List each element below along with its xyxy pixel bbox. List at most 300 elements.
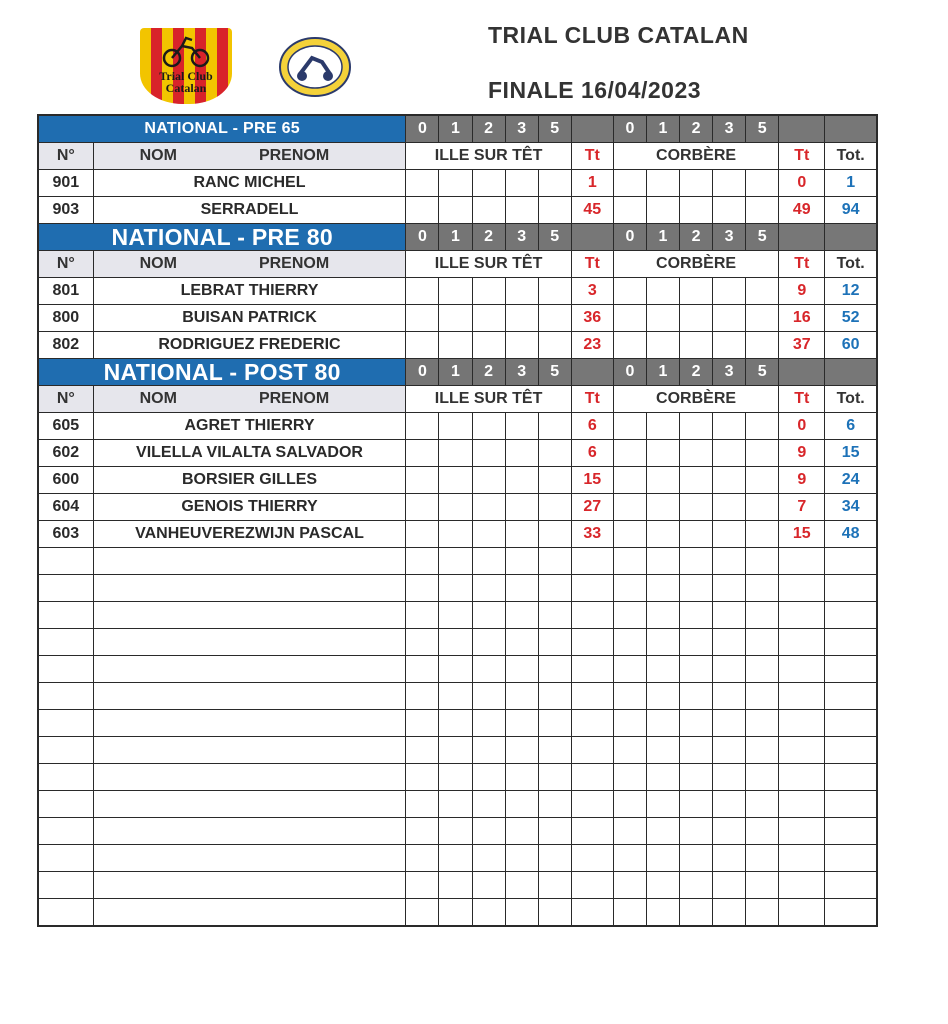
empty-cell	[472, 683, 505, 710]
empty-cell	[538, 845, 571, 872]
tt1-value: 3	[571, 278, 613, 305]
empty-cell	[646, 737, 679, 764]
score-cell	[505, 305, 538, 332]
empty-cell	[538, 629, 571, 656]
rider-name: LEBRAT THIERRY	[93, 278, 406, 305]
category-band	[38, 224, 877, 251]
empty-row	[38, 818, 877, 845]
score-cell	[746, 467, 779, 494]
rider-row	[38, 170, 877, 197]
empty-row	[38, 791, 877, 818]
empty-cell	[680, 737, 713, 764]
venue1-header: ILLE SUR TÊT	[406, 143, 571, 170]
col-no-header: N°	[38, 143, 93, 170]
score-cell	[505, 467, 538, 494]
score-cell	[713, 467, 746, 494]
empty-cell	[713, 710, 746, 737]
col-name-header	[93, 251, 406, 278]
empty-row	[38, 845, 877, 872]
rider-row	[38, 494, 877, 521]
total-value: 48	[825, 521, 877, 548]
empty-row	[38, 602, 877, 629]
score-cell	[713, 413, 746, 440]
empty-cell	[613, 575, 646, 602]
col-prenom-label: PRENOM	[258, 147, 330, 164]
band-spacer	[779, 359, 825, 386]
empty-cell	[746, 602, 779, 629]
score-cell	[406, 467, 439, 494]
score-digit-header: 0	[406, 115, 439, 143]
empty-cell	[538, 548, 571, 575]
rider-name: RANC MICHEL	[93, 170, 406, 197]
score-cell	[680, 305, 713, 332]
club-logo-text: Trial Club Catalan	[159, 69, 213, 95]
score-cell	[746, 170, 779, 197]
empty-cell	[538, 575, 571, 602]
score-digit-header: 2	[680, 224, 713, 251]
rider-name: VILELLA VILALTA SALVADOR	[93, 440, 406, 467]
empty-cell	[825, 710, 877, 737]
tt1-value: 27	[571, 494, 613, 521]
empty-cell	[538, 872, 571, 899]
rider-number: 901	[38, 170, 93, 197]
tt2-value: 9	[779, 440, 825, 467]
empty-cell	[538, 899, 571, 927]
score-cell	[713, 332, 746, 359]
score-cell	[538, 332, 571, 359]
total-value: 34	[825, 494, 877, 521]
total-header: Tot.	[825, 143, 877, 170]
empty-cell	[505, 818, 538, 845]
score-cell	[538, 413, 571, 440]
federation-logo	[278, 36, 352, 98]
empty-cell	[538, 602, 571, 629]
band-spacer	[571, 115, 613, 143]
empty-cell	[746, 872, 779, 899]
empty-cell	[746, 656, 779, 683]
empty-cell	[746, 737, 779, 764]
empty-cell	[505, 845, 538, 872]
empty-cell	[38, 602, 93, 629]
tt2-header: Tt	[779, 143, 825, 170]
score-digit-header: 1	[646, 359, 679, 386]
total-value: 24	[825, 467, 877, 494]
page-title: TRIAL CLUB CATALAN	[488, 22, 749, 48]
score-cell	[472, 521, 505, 548]
empty-cell	[680, 872, 713, 899]
empty-cell	[38, 575, 93, 602]
tt2-value: 16	[779, 305, 825, 332]
empty-cell	[439, 791, 472, 818]
empty-cell	[472, 872, 505, 899]
empty-cell	[472, 791, 505, 818]
score-cell	[538, 467, 571, 494]
score-cell	[406, 494, 439, 521]
score-cell	[439, 440, 472, 467]
empty-cell	[571, 818, 613, 845]
empty-row	[38, 737, 877, 764]
score-cell	[646, 278, 679, 305]
score-cell	[613, 467, 646, 494]
rider-row	[38, 413, 877, 440]
rider-row	[38, 197, 877, 224]
score-digit-header: 1	[646, 224, 679, 251]
empty-cell	[779, 818, 825, 845]
score-cell	[472, 440, 505, 467]
score-digit-header: 3	[713, 115, 746, 143]
score-cell	[538, 521, 571, 548]
empty-cell	[439, 602, 472, 629]
score-cell	[439, 170, 472, 197]
empty-cell	[472, 602, 505, 629]
empty-cell	[93, 845, 406, 872]
empty-cell	[613, 548, 646, 575]
empty-cell	[439, 818, 472, 845]
empty-cell	[472, 845, 505, 872]
score-cell	[680, 467, 713, 494]
empty-cell	[746, 899, 779, 927]
score-cell	[613, 278, 646, 305]
empty-row	[38, 629, 877, 656]
empty-cell	[746, 791, 779, 818]
empty-cell	[505, 710, 538, 737]
empty-cell	[538, 791, 571, 818]
empty-cell	[680, 656, 713, 683]
score-digit-header: 3	[505, 359, 538, 386]
tt1-value: 6	[571, 440, 613, 467]
empty-cell	[779, 548, 825, 575]
score-cell	[505, 494, 538, 521]
score-digit-header: 1	[439, 115, 472, 143]
empty-cell	[505, 548, 538, 575]
band-spacer	[825, 115, 877, 143]
empty-cell	[571, 683, 613, 710]
empty-cell	[93, 602, 406, 629]
empty-cell	[38, 683, 93, 710]
empty-cell	[538, 656, 571, 683]
empty-cell	[779, 575, 825, 602]
score-cell	[538, 305, 571, 332]
category-title: NATIONAL - PRE 65	[38, 115, 406, 143]
rider-row	[38, 278, 877, 305]
empty-cell	[713, 575, 746, 602]
column-header-row	[38, 251, 877, 278]
band-spacer	[779, 224, 825, 251]
empty-cell	[646, 791, 679, 818]
tt2-value: 37	[779, 332, 825, 359]
score-cell	[646, 197, 679, 224]
score-cell	[439, 467, 472, 494]
score-digit-header: 5	[746, 115, 779, 143]
rider-row	[38, 467, 877, 494]
score-cell	[472, 305, 505, 332]
empty-cell	[406, 899, 439, 927]
score-cell	[406, 413, 439, 440]
empty-cell	[439, 899, 472, 927]
empty-cell	[406, 737, 439, 764]
rider-number: 602	[38, 440, 93, 467]
empty-cell	[825, 575, 877, 602]
score-digit-header: 0	[613, 224, 646, 251]
empty-cell	[571, 791, 613, 818]
empty-row	[38, 764, 877, 791]
empty-cell	[825, 602, 877, 629]
score-cell	[646, 494, 679, 521]
empty-cell	[439, 575, 472, 602]
rider-number: 605	[38, 413, 93, 440]
score-digit-header: 5	[538, 115, 571, 143]
empty-cell	[825, 872, 877, 899]
empty-cell	[680, 764, 713, 791]
empty-cell	[439, 764, 472, 791]
empty-cell	[613, 872, 646, 899]
band-spacer	[825, 224, 877, 251]
empty-row	[38, 548, 877, 575]
empty-cell	[406, 845, 439, 872]
empty-cell	[406, 710, 439, 737]
venue1-header: ILLE SUR TÊT	[406, 386, 571, 413]
empty-cell	[680, 818, 713, 845]
score-cell	[613, 197, 646, 224]
col-prenom-label: PRENOM	[258, 255, 330, 272]
score-cell	[746, 494, 779, 521]
score-cell	[505, 332, 538, 359]
empty-cell	[571, 602, 613, 629]
empty-cell	[571, 548, 613, 575]
col-nom-label: NOM	[139, 255, 177, 272]
score-digit-header: 0	[406, 224, 439, 251]
empty-cell	[746, 575, 779, 602]
rider-name: SERRADELL	[93, 197, 406, 224]
empty-cell	[439, 872, 472, 899]
empty-cell	[571, 710, 613, 737]
score-cell	[538, 494, 571, 521]
empty-cell	[505, 602, 538, 629]
empty-cell	[38, 737, 93, 764]
empty-cell	[646, 656, 679, 683]
score-cell	[439, 332, 472, 359]
col-prenom-label: PRENOM	[258, 390, 330, 407]
empty-cell	[680, 791, 713, 818]
empty-cell	[825, 818, 877, 845]
empty-cell	[406, 575, 439, 602]
empty-row	[38, 872, 877, 899]
score-cell	[746, 197, 779, 224]
rider-number: 800	[38, 305, 93, 332]
score-digit-header: 1	[439, 359, 472, 386]
total-value: 6	[825, 413, 877, 440]
empty-cell	[779, 629, 825, 656]
score-digit-header: 1	[646, 115, 679, 143]
rider-number: 600	[38, 467, 93, 494]
empty-cell	[406, 872, 439, 899]
score-cell	[406, 332, 439, 359]
rider-name: VANHEUVEREZWIJN PASCAL	[93, 521, 406, 548]
score-cell	[505, 521, 538, 548]
score-cell	[713, 440, 746, 467]
empty-cell	[713, 791, 746, 818]
empty-cell	[825, 548, 877, 575]
empty-cell	[538, 737, 571, 764]
score-digit-header: 2	[472, 115, 505, 143]
rider-row	[38, 332, 877, 359]
empty-cell	[505, 683, 538, 710]
empty-cell	[746, 710, 779, 737]
empty-cell	[505, 629, 538, 656]
score-cell	[613, 440, 646, 467]
empty-row	[38, 710, 877, 737]
empty-cell	[713, 899, 746, 927]
empty-cell	[93, 575, 406, 602]
score-cell	[680, 332, 713, 359]
empty-cell	[406, 791, 439, 818]
empty-cell	[746, 764, 779, 791]
empty-cell	[825, 683, 877, 710]
empty-cell	[571, 845, 613, 872]
empty-cell	[613, 791, 646, 818]
empty-cell	[680, 899, 713, 927]
empty-cell	[472, 710, 505, 737]
empty-cell	[646, 548, 679, 575]
category-band	[38, 359, 877, 386]
empty-cell	[713, 602, 746, 629]
empty-cell	[713, 629, 746, 656]
empty-cell	[746, 548, 779, 575]
score-cell	[472, 332, 505, 359]
empty-cell	[680, 602, 713, 629]
empty-cell	[538, 683, 571, 710]
empty-cell	[505, 791, 538, 818]
score-cell	[646, 305, 679, 332]
score-cell	[613, 332, 646, 359]
empty-cell	[613, 899, 646, 927]
score-cell	[472, 494, 505, 521]
col-nom-label: NOM	[139, 147, 177, 164]
empty-cell	[613, 737, 646, 764]
empty-cell	[779, 872, 825, 899]
col-name-header	[93, 143, 406, 170]
empty-cell	[613, 683, 646, 710]
score-cell	[505, 440, 538, 467]
empty-row	[38, 575, 877, 602]
rider-name: GENOIS THIERRY	[93, 494, 406, 521]
empty-cell	[538, 764, 571, 791]
tt1-header: Tt	[571, 143, 613, 170]
score-digit-header: 1	[439, 224, 472, 251]
score-cell	[613, 305, 646, 332]
event-date: FINALE 16/04/2023	[488, 77, 702, 103]
empty-cell	[472, 818, 505, 845]
empty-cell	[713, 818, 746, 845]
empty-cell	[746, 683, 779, 710]
empty-cell	[680, 683, 713, 710]
empty-cell	[93, 737, 406, 764]
score-cell	[713, 305, 746, 332]
empty-cell	[93, 656, 406, 683]
empty-cell	[746, 818, 779, 845]
rider-number: 903	[38, 197, 93, 224]
empty-cell	[439, 683, 472, 710]
empty-cell	[38, 629, 93, 656]
rider-number: 603	[38, 521, 93, 548]
col-no-header: N°	[38, 386, 93, 413]
empty-cell	[779, 683, 825, 710]
empty-cell	[646, 845, 679, 872]
empty-cell	[406, 764, 439, 791]
empty-cell	[38, 548, 93, 575]
empty-cell	[439, 629, 472, 656]
empty-cell	[93, 629, 406, 656]
empty-cell	[38, 764, 93, 791]
tt1-header: Tt	[571, 386, 613, 413]
total-value: 60	[825, 332, 877, 359]
tt2-value: 9	[779, 278, 825, 305]
empty-cell	[646, 629, 679, 656]
category-title: NATIONAL - POST 80	[38, 359, 406, 386]
empty-cell	[472, 737, 505, 764]
empty-cell	[746, 845, 779, 872]
col-name-header	[93, 386, 406, 413]
empty-cell	[439, 737, 472, 764]
empty-cell	[38, 899, 93, 927]
empty-cell	[406, 548, 439, 575]
band-spacer	[779, 115, 825, 143]
empty-cell	[571, 899, 613, 927]
rider-number: 604	[38, 494, 93, 521]
score-cell	[746, 278, 779, 305]
empty-cell	[779, 602, 825, 629]
empty-cell	[505, 737, 538, 764]
score-cell	[680, 413, 713, 440]
col-nom-label: NOM	[139, 390, 177, 407]
empty-cell	[538, 710, 571, 737]
empty-cell	[646, 899, 679, 927]
score-digit-header: 5	[746, 224, 779, 251]
empty-cell	[505, 899, 538, 927]
empty-cell	[93, 548, 406, 575]
score-cell	[680, 494, 713, 521]
tt1-value: 45	[571, 197, 613, 224]
empty-cell	[713, 764, 746, 791]
motorbike-icon	[162, 34, 210, 68]
empty-cell	[38, 845, 93, 872]
empty-cell	[713, 683, 746, 710]
empty-cell	[406, 602, 439, 629]
empty-cell	[439, 845, 472, 872]
tt1-value: 1	[571, 170, 613, 197]
venue1-header: ILLE SUR TÊT	[406, 251, 571, 278]
score-digit-header: 0	[613, 115, 646, 143]
tt1-value: 23	[571, 332, 613, 359]
score-cell	[613, 494, 646, 521]
total-header: Tot.	[825, 251, 877, 278]
empty-cell	[613, 656, 646, 683]
empty-cell	[571, 764, 613, 791]
total-header: Tot.	[825, 386, 877, 413]
empty-cell	[406, 818, 439, 845]
tt1-header: Tt	[571, 251, 613, 278]
empty-cell	[713, 737, 746, 764]
category-band	[38, 115, 877, 143]
empty-cell	[505, 764, 538, 791]
empty-cell	[93, 899, 406, 927]
empty-cell	[93, 818, 406, 845]
empty-cell	[646, 683, 679, 710]
tt2-value: 0	[779, 413, 825, 440]
score-cell	[646, 521, 679, 548]
empty-cell	[713, 872, 746, 899]
empty-cell	[646, 575, 679, 602]
